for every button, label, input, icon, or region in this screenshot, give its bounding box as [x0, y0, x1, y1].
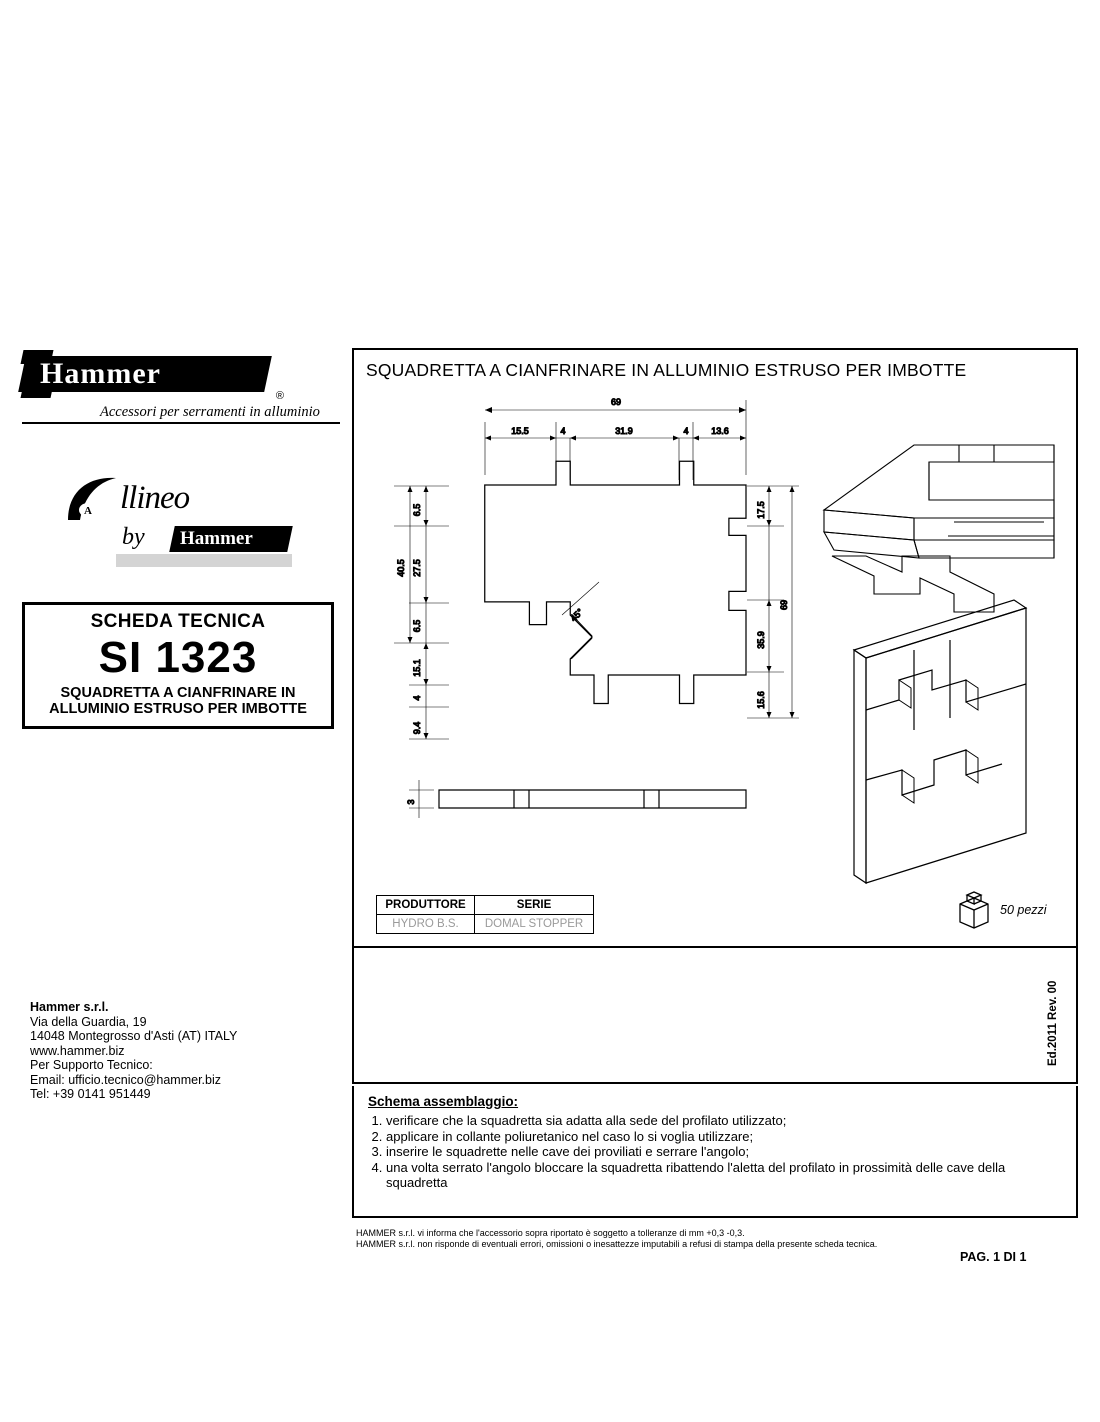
column-header-produttore: PRODUTTORE [377, 896, 475, 915]
svg-text:15.6: 15.6 [756, 691, 766, 709]
company-support-label: Per Supporto Tecnico: [30, 1058, 153, 1072]
left-column [22, 350, 342, 729]
company-email: Email: ufficio.tecnico@hammer.biz [30, 1072, 222, 1087]
assembly-step: 4. una volta serrato l'angolo bloccare la squadretta ribattendo l'aletta del profilato in prossimità delle cave della squadretta [386, 1160, 1062, 1191]
svg-text:6.5: 6.5 [412, 503, 422, 517]
disclaimer-line-1: HAMMER s.r.l. vi informa che l'accessorio sopra riportato è soggetto a tolleranze di mm +0,3 -0,3. [356, 1228, 745, 1238]
svg-text:3: 3 [406, 799, 416, 805]
svg-text:40.5: 40.5 [396, 559, 406, 577]
page-number: PAG. 1 DI 1 [960, 1250, 1027, 1264]
company-telephone: Tel: +39 0141 951449 [30, 1087, 151, 1101]
svg-text:69: 69 [610, 397, 622, 407]
datasheet-description: SQUADRETTA A CIANFRINARE IN ALLUMINIO ESTRUSO PER IMBOTTE [49, 685, 307, 717]
allineo-sub-wordmark: Hammer [180, 528, 253, 549]
svg-text:31.9: 31.9 [615, 426, 633, 436]
svg-text:17.5: 17.5 [756, 501, 766, 519]
cell-serie: DOMAL STOPPER [475, 915, 594, 934]
drawing-title: SQUADRETTA A CIANFRINARE IN ALLUMINIO ESTRUSO PER IMBOTTE [366, 360, 967, 380]
company-info [30, 1000, 360, 1102]
svg-text:4: 4 [683, 426, 689, 436]
svg-text:35.9: 35.9 [756, 631, 766, 649]
disclaimer [356, 1228, 956, 1250]
svg-text:A: A [84, 505, 92, 517]
technical-drawing [354, 350, 1080, 1086]
box-icon [954, 890, 994, 930]
table-header-row [377, 896, 594, 915]
allineo-wordmark: llineo [120, 480, 190, 516]
divider [22, 422, 340, 424]
column-header-serie: SERIE [475, 896, 594, 915]
datasheet-box [22, 602, 334, 729]
assembly-step: 1. verificare che la squadretta sia adatta alla sede del profilato utilizzato; [386, 1113, 1062, 1129]
disclaimer-line-2: HAMMER s.r.l. non risponde di eventuali errori, omissioni o inesattezze imputabili a refusi di stampa della presente scheda tecnica. [356, 1239, 878, 1249]
datasheet-title: SCHEDA TECNICA [90, 611, 266, 632]
assembly-steps-list [368, 1113, 1062, 1191]
hammer-tagline: Accessori per serramenti in alluminio [100, 404, 320, 420]
hammer-logo [22, 350, 284, 402]
company-city: 14048 Montegrosso d'Asti (AT) ITALY [30, 1029, 238, 1043]
company-website: www.hammer.biz [30, 1043, 125, 1058]
svg-text:15.1: 15.1 [412, 659, 422, 677]
cell-produttore: HYDRO B.S. [377, 915, 475, 934]
hammer-logo-wordmark: Hammer [40, 357, 161, 390]
svg-text:27.5: 27.5 [412, 559, 422, 577]
table-row [377, 915, 594, 934]
assembly-step: 3. inserire le squadrette nelle cave dei proviliati e serrare l'angolo; [386, 1144, 1062, 1160]
registered-mark: ® [275, 390, 284, 402]
allineo-by-label: by [122, 524, 145, 550]
svg-text:69: 69 [779, 599, 789, 611]
company-name: Hammer s.r.l. [30, 1000, 109, 1014]
producer-table [376, 895, 594, 934]
svg-text:15.5: 15.5 [511, 426, 529, 436]
svg-text:4: 4 [560, 426, 566, 436]
allineo-grey-bar [116, 554, 292, 567]
company-address: Via della Guardia, 19 [30, 1014, 147, 1029]
svg-text:13.6: 13.6 [711, 426, 729, 436]
svg-text:9.4: 9.4 [412, 721, 422, 735]
svg-text:45°: 45° [568, 606, 586, 624]
packaging-info [954, 890, 1047, 930]
svg-text:4: 4 [412, 695, 422, 701]
revision-label: Ed.2011 Rev. 00 [1047, 980, 1059, 1066]
assembly-notes [352, 1086, 1078, 1218]
datasheet-code: SI 1323 [98, 633, 258, 682]
assembly-step: 2. applicare in collante poliuretanico nel caso lo si voglia utilizzare; [386, 1129, 1062, 1145]
svg-text:6.5: 6.5 [412, 619, 422, 633]
drawing-frame [352, 348, 1078, 1084]
package-quantity: 50 pezzi [1000, 903, 1047, 917]
allineo-logo [64, 476, 294, 568]
assembly-notes-title: Schema assemblaggio: [368, 1094, 519, 1109]
